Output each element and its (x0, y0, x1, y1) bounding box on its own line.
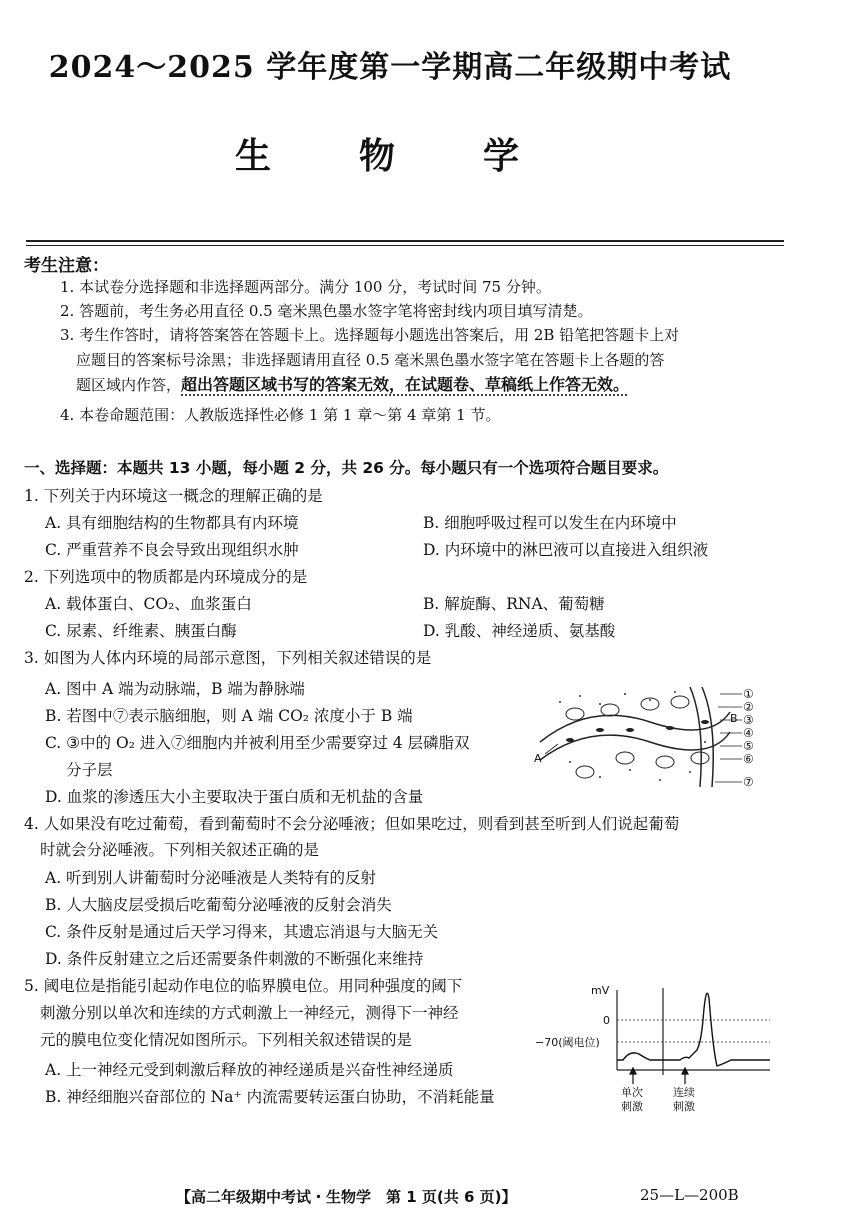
notice-item-3-tail: 题区域内作答， (76, 376, 182, 394)
continuous-stimulus-curve (663, 993, 770, 1066)
diagram-label-3: ③ (743, 713, 754, 727)
notice-item-3: 3. 考生作答时，请将答案答在答题卡上。选择题每小题选出答案后，用 2B 铅笔把答题卡上对 (60, 326, 680, 344)
internal-environment-diagram (530, 682, 770, 792)
question-2-option-d: D. 乳酸、神经递质、氨基酸 (423, 622, 616, 640)
notice-item-3-cont: 应题目的答案标号涂黑；非选择题请用直径 0.5 毫米黑色墨水签字笔在答题卡上各题的答 (76, 351, 665, 369)
notice-item-1: 1. 本试卷分选择题和非选择题两部分。满分 100 分，考试时间 75 分钟。 (60, 278, 551, 296)
notice-item-2: 2. 答题前，考生务必用直径 0.5 毫米黑色墨水签字笔将密封线内项目填写清楚。 (60, 302, 593, 320)
question-3-option-a: A. 图中 A 端为动脉端，B 端为静脉端 (45, 680, 305, 698)
question-5-stem-cont-1: 刺激分别以单次和连续的方式刺激上一神经元，测得下一神经 (40, 1004, 459, 1022)
question-3-option-c: C. ③中的 O₂ 进入⑦细胞内并被利用至少需要穿过 4 层磷脂双 (45, 734, 470, 752)
question-2-option-b: B. 解旋酶、RNA、葡萄糖 (423, 595, 605, 613)
membrane-potential-graph (535, 980, 775, 1120)
question-1-option-c: C. 严重营养不良会导致出现组织水肿 (45, 541, 299, 559)
diagram-end-a: A (534, 752, 542, 765)
graph-single-label-2: 刺激 (621, 1100, 643, 1113)
single-stimulus-curve (617, 1053, 663, 1060)
question-3-option-d: D. 血浆的渗透压大小主要取决于蛋白质和无机盐的含量 (45, 788, 424, 806)
section-heading: 一、选择题：本题共 13 小题，每小题 2 分，共 26 分。每小题只有一个选项符合题目要求。 (24, 459, 669, 477)
graph-zero-label: 0 (603, 1014, 610, 1027)
notice-item-4: 4. 本卷命题范围：人教版选择性必修 1 第 1 章～第 4 章第 1 节。 (60, 406, 501, 424)
question-4-option-c: C. 条件反射是通过后天学习得来，其遗忘消退与大脑无关 (45, 923, 439, 941)
page-footer: 【高二年级期中考试・生物学 第 1 页(共 6 页)】 (176, 1188, 517, 1206)
question-5-option-b: B. 神经细胞兴奋部位的 Na⁺ 内流需要转运蛋白协助，不消耗能量 (45, 1088, 495, 1106)
question-3-option-b: B. 若图中⑦表示脑细胞，则 A 端 CO₂ 浓度小于 B 端 (45, 707, 413, 725)
question-1-stem: 1. 下列关于内环境这一概念的理解正确的是 (24, 487, 323, 505)
question-1-option-a: A. 具有细胞结构的生物都具有内环境 (45, 514, 299, 532)
notice-emphasis: 超出答题区域书写的答案无效，在试题卷、草稿纸上作答无效。 (181, 375, 630, 394)
exam-title: 2024～2025 学年度第一学期高二年级期中考试 (48, 50, 732, 85)
question-3-option-c-cont: 分子层 (66, 761, 113, 779)
question-2-option-c: C. 尿素、纤维素、胰蛋白酶 (45, 622, 237, 640)
diagram-end-b: B (730, 712, 738, 725)
diagram-label-5: ⑤ (743, 739, 754, 753)
graph-y-unit: mV (591, 984, 610, 997)
diagram-label-2: ② (743, 700, 754, 714)
header-divider (26, 240, 784, 242)
subject-title: 生 物 学 (234, 135, 545, 177)
header-divider-thin (26, 245, 784, 246)
question-5-stem-cont-2: 元的膜电位变化情况如图所示。下列相关叙述错误的是 (40, 1031, 413, 1049)
graph-threshold-label: −70(阈电位) (535, 1036, 600, 1049)
question-4-option-a: A. 听到别人讲葡萄时分泌唾液是人类特有的反射 (45, 869, 377, 887)
question-5-option-a: A. 上一神经元受到刺激后释放的神经递质是兴奋性神经递质 (45, 1061, 454, 1079)
question-4-stem: 4. 人如果没有吃过葡萄，看到葡萄时不会分泌唾液；但如果吃过，则看到甚至听到人们说起葡萄 (24, 815, 680, 833)
diagram-label-4: ④ (743, 726, 754, 740)
notice-heading: 考生注意： (24, 256, 109, 276)
question-1-option-d: D. 内环境中的淋巴液可以直接进入组织液 (423, 541, 709, 559)
question-4-option-b: B. 人大脑皮层受损后吃葡萄分泌唾液的反射会消失 (45, 896, 392, 914)
graph-continuous-label-1: 连续 (673, 1086, 695, 1099)
diagram-label-6: ⑥ (743, 752, 754, 766)
question-2-option-a: A. 载体蛋白、CO₂、血浆蛋白 (45, 595, 252, 613)
graph-single-label-1: 单次 (621, 1086, 643, 1099)
paper-code: 25—L—200B (640, 1186, 739, 1204)
question-3-stem: 3. 如图为人体内环境的局部示意图，下列相关叙述错误的是 (24, 649, 432, 667)
notice-item-3-end (76, 374, 629, 396)
question-2-stem: 2. 下列选项中的物质都是内环境成分的是 (24, 568, 308, 586)
graph-continuous-label-2: 刺激 (673, 1100, 695, 1113)
question-4-stem-cont: 时就会分泌唾液。下列相关叙述正确的是 (40, 841, 320, 859)
question-5-stem: 5. 阈电位是指能引起动作电位的临界膜电位。用同种强度的阈下 (24, 977, 463, 995)
question-1-option-b: B. 细胞呼吸过程可以发生在内环境中 (423, 514, 677, 532)
diagram-label-1: ① (743, 687, 754, 701)
question-4-option-d: D. 条件反射建立之后还需要条件刺激的不断强化来维持 (45, 950, 424, 968)
diagram-label-7: ⑦ (743, 775, 754, 789)
